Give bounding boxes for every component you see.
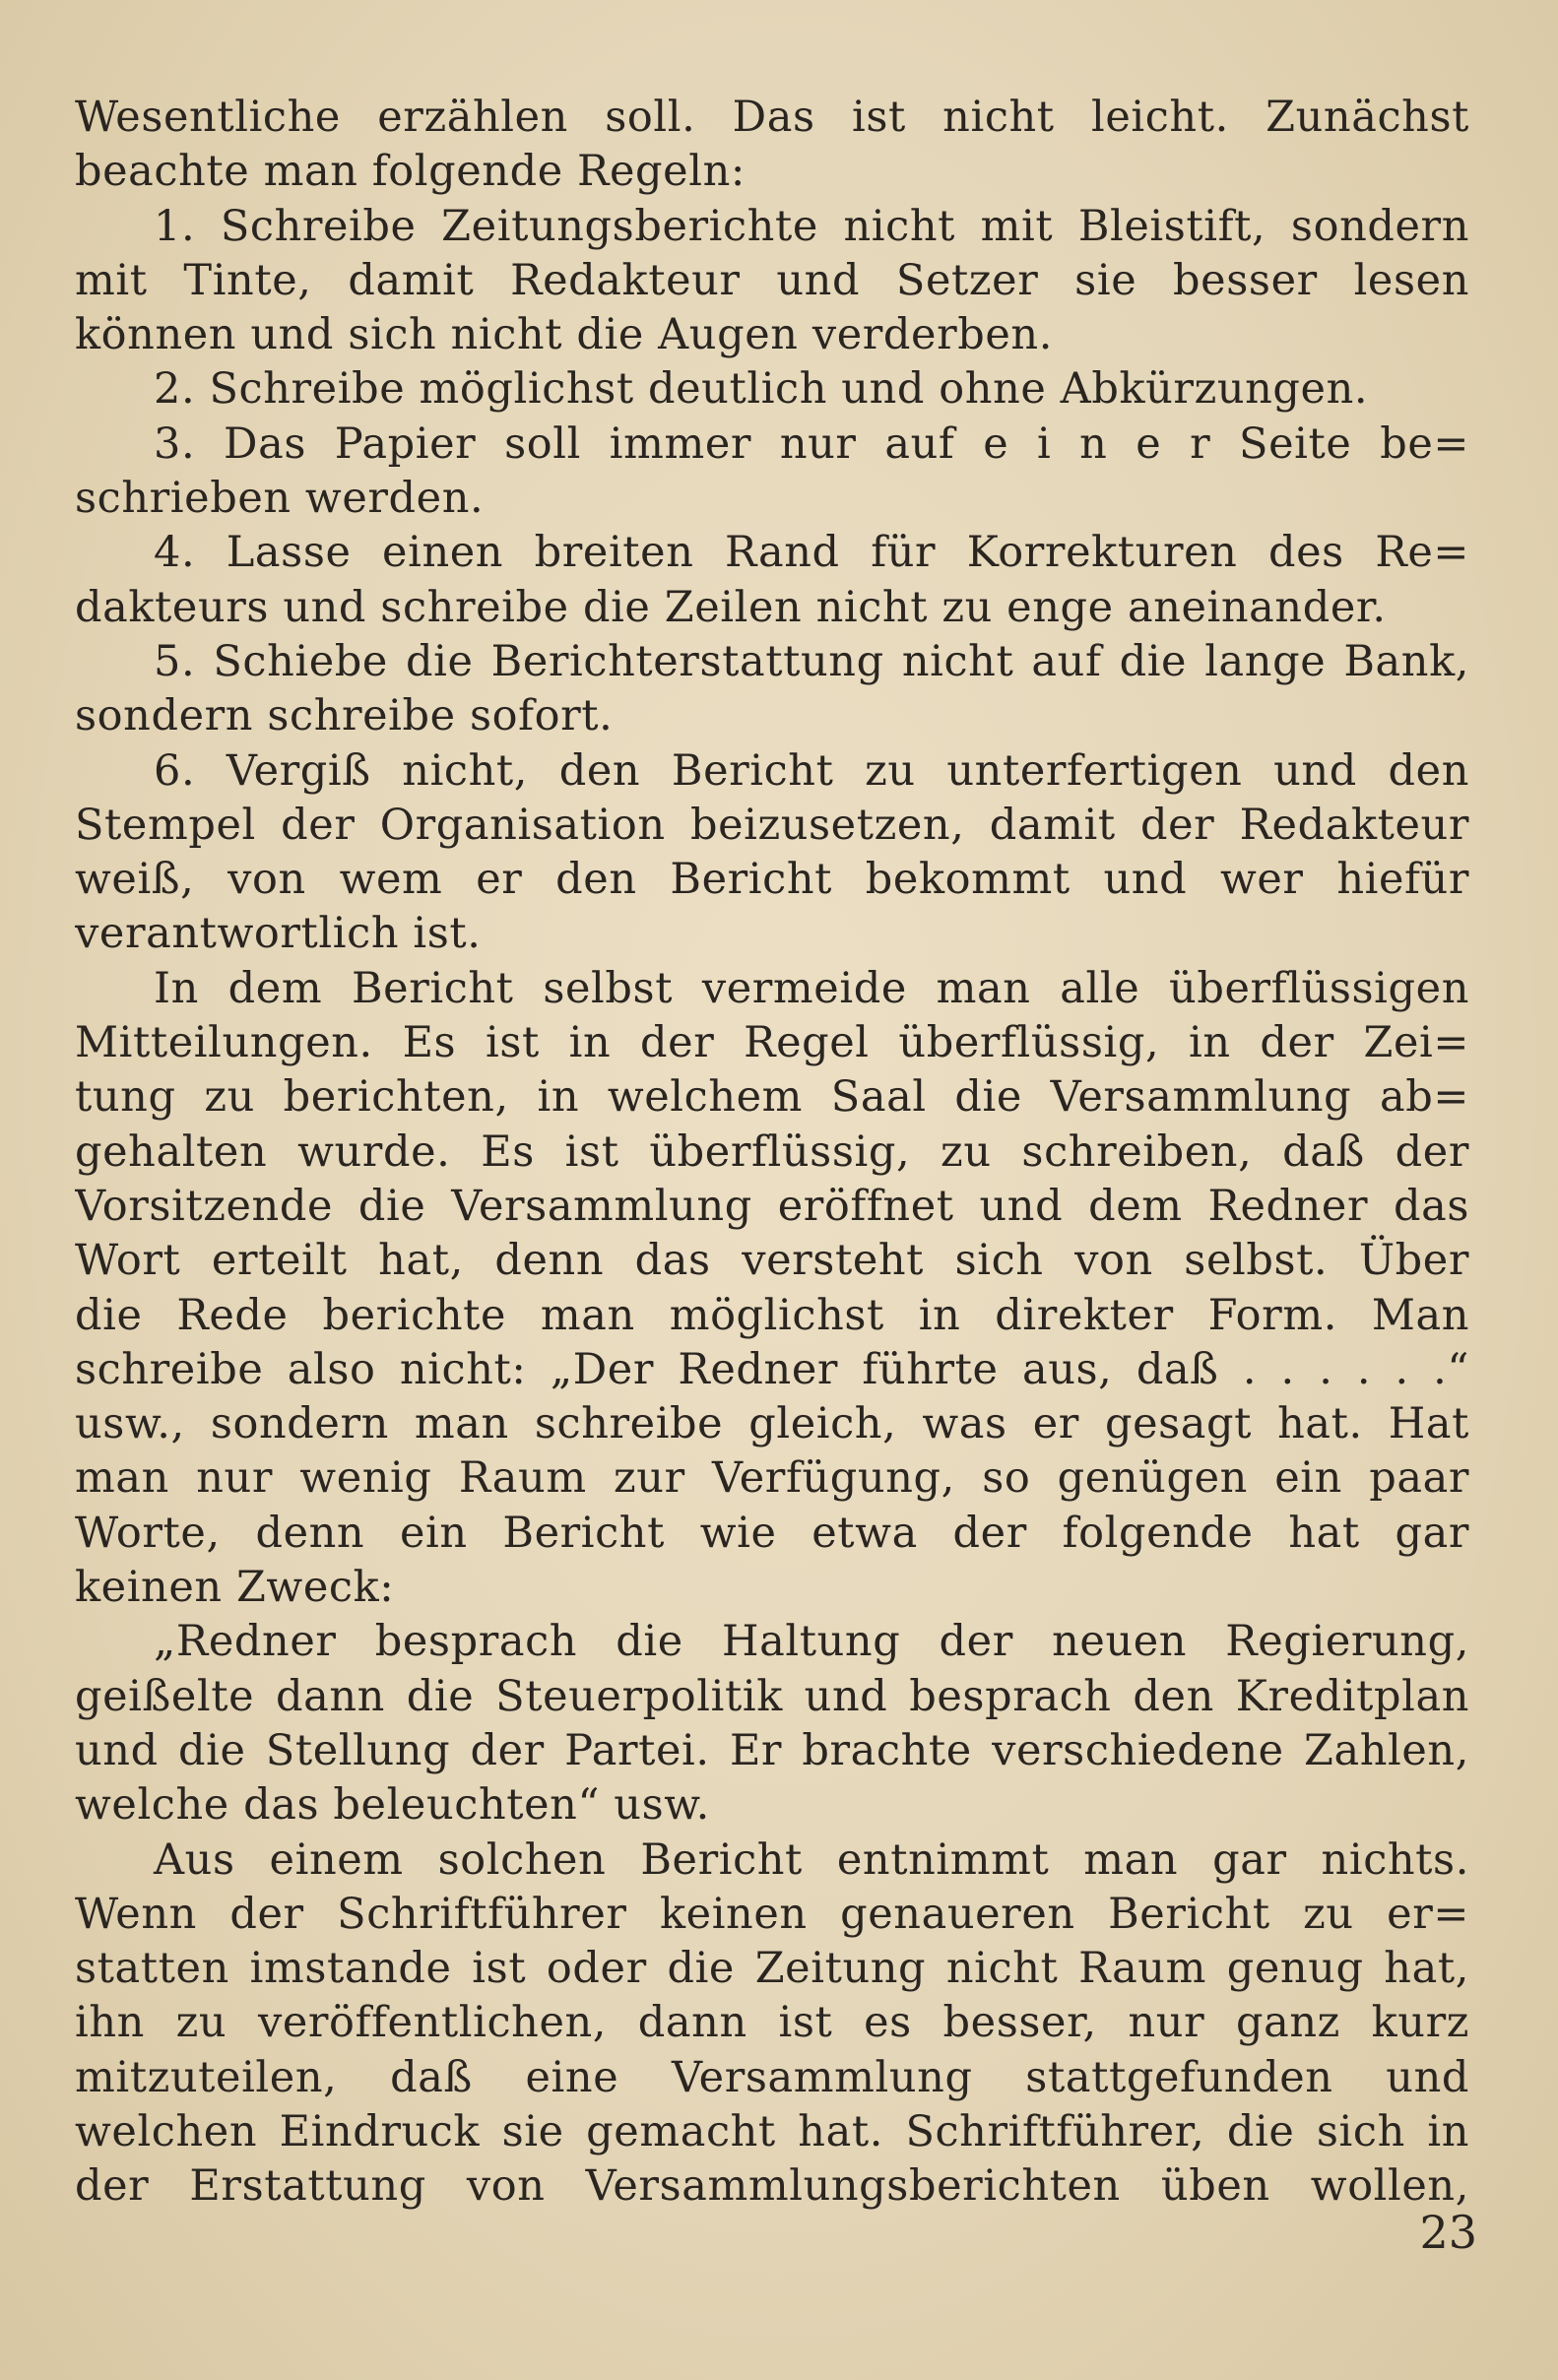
text-line: 4. Lasse einen breiten Rand für Korrekturen des Re= bbox=[154, 528, 1469, 578]
text-line: gehalten wurde. Es ist überflüssig, zu schreiben, daß der bbox=[75, 1126, 1469, 1177]
text-line: schrieben werden. bbox=[75, 474, 485, 524]
text-line: 6. Vergiß nicht, den Bericht zu unterfertigen und den bbox=[154, 745, 1469, 796]
text-line: beachte man folgende Regeln: bbox=[75, 147, 746, 197]
text-line: welchen Eindruck sie gemacht hat. Schriftführer, die sich in bbox=[75, 2106, 1469, 2156]
text-line: usw., sondern man schreibe gleich, was er gesagt hat. Hat bbox=[75, 1399, 1469, 1449]
page-number: 23 bbox=[1419, 2206, 1477, 2259]
text-line: Stempel der Organisation beizusetzen, damit der Redakteur bbox=[75, 800, 1469, 850]
text-line: Wenn der Schriftführer keinen genaueren Bericht zu er= bbox=[75, 1889, 1469, 1939]
text-line: mit Tinte, damit Redakteur und Setzer sie besser lesen bbox=[75, 255, 1469, 305]
text-line: welche das beleuchten“ usw. bbox=[75, 1780, 710, 1831]
body-text bbox=[75, 91, 1469, 2215]
text-line: ihn zu veröffentlichen, dann ist es besser, nur ganz kurz bbox=[75, 1998, 1469, 2048]
text-line: verantwortlich ist. bbox=[75, 909, 482, 959]
text-line: keinen Zweck: bbox=[75, 1563, 395, 1613]
text-line: dakteurs und schreibe die Zeilen nicht zu enge aneinander. bbox=[75, 582, 1387, 632]
text-line: 5. Schiebe die Berichterstattung nicht auf die lange Bank, bbox=[154, 636, 1469, 686]
text-line: und die Stellung der Partei. Er brachte verschiedene Zahlen, bbox=[75, 1725, 1469, 1775]
text-line: mitzuteilen, daß eine Versammlung stattgefunden und bbox=[75, 2052, 1469, 2102]
text-line: In dem Bericht selbst vermeide man alle überflüssigen bbox=[154, 963, 1469, 1013]
text-line: man nur wenig Raum zur Verfügung, so genügen ein paar bbox=[75, 1453, 1469, 1504]
text-line: Wort erteilt hat, denn das versteht sich von selbst. Über bbox=[75, 1236, 1469, 1286]
text-line: Mitteilungen. Es ist in der Regel überflüssig, in der Zei= bbox=[75, 1018, 1469, 1068]
text-line: Worte, denn ein Bericht wie etwa der folgende hat gar bbox=[75, 1508, 1469, 1558]
text-line: 2. Schreibe möglichst deutlich und ohne Abkürzungen. bbox=[154, 364, 1369, 415]
text-line: können und sich nicht die Augen verderben. bbox=[75, 310, 1053, 360]
text-line: statten imstande ist oder die Zeitung nicht Raum genug hat, bbox=[75, 1944, 1469, 1994]
text-line: weiß, von wem er den Bericht bekommt und wer hiefür bbox=[75, 855, 1469, 905]
text-line: 3. Das Papier soll immer nur auf e i n e r Seite be= bbox=[154, 418, 1469, 469]
text-line: Wesentliche erzählen soll. Das ist nicht leicht. Zunächst bbox=[75, 93, 1469, 142]
text-line: Vorsitzende die Versammlung eröffnet und dem Redner das bbox=[75, 1181, 1469, 1231]
text-line: Aus einem solchen Bericht entnimmt man gar nichts. bbox=[154, 1834, 1469, 1885]
text-line: geißelte dann die Steuerpolitik und besprach den Kreditplan bbox=[75, 1671, 1469, 1721]
text-line: der Erstattung von Versammlungsberichten üben wollen, bbox=[75, 2161, 1469, 2212]
text-line: schreibe also nicht: „Der Redner führte aus, daß . . . . . .“ bbox=[75, 1344, 1469, 1394]
text-line: „Redner besprach die Haltung der neuen Regierung, bbox=[154, 1617, 1469, 1667]
text-line: sondern schreibe sofort. bbox=[75, 691, 614, 741]
text-line: die Rede berichte man möglichst in direkter Form. Man bbox=[75, 1290, 1469, 1340]
text-line: 1. Schreibe Zeitungsberichte nicht mit Bleistift, sondern bbox=[154, 201, 1469, 251]
text-line: tung zu berichten, in welchem Saal die Versammlung ab= bbox=[75, 1072, 1469, 1123]
